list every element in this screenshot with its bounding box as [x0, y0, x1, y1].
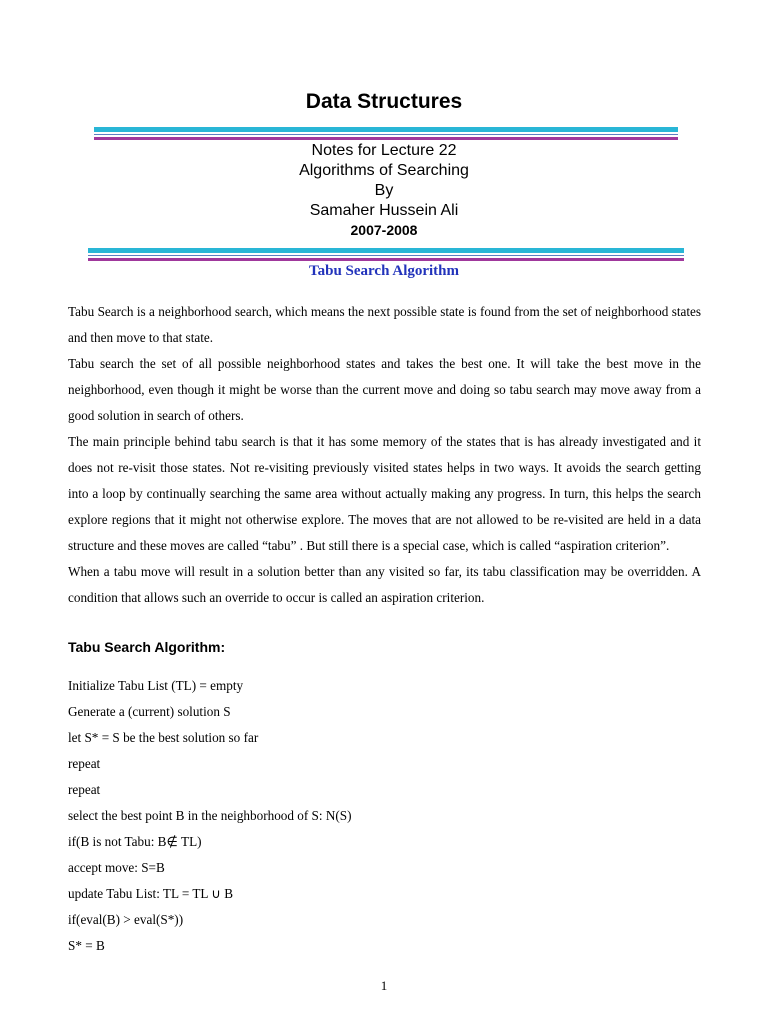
topic-line: Algorithms of Searching — [299, 162, 469, 179]
divider-cyan-line — [88, 248, 684, 253]
author-line: Samaher Hussein Ali — [309, 202, 459, 219]
pseudocode-line: if(B is not Tabu: B∉ TL) — [68, 834, 202, 849]
pseudocode-line: repeat — [68, 756, 101, 771]
divider-thin-line — [94, 134, 678, 135]
divider-magenta-line — [94, 137, 678, 140]
paragraph: When a tabu move will result in a solution better than any visited so far, its tabu classification may be overridden. A condition that allows such an override to occur is called an aspiration criterion. — [68, 564, 701, 605]
pseudocode-line: Initialize Tabu List (TL) = empty — [68, 678, 244, 693]
document-title: Data Structures — [305, 90, 463, 113]
pseudocode-line: Generate a (current) solution S — [68, 704, 231, 719]
by-line: By — [374, 182, 394, 199]
years-line: 2007-2008 — [350, 222, 418, 238]
body-text — [68, 299, 701, 611]
top-divider — [94, 127, 678, 140]
divider-magenta-line — [88, 258, 684, 261]
paragraph: Tabu search the set of all possible neighborhood states and takes the best one. It will take the best move in the neighborhood, even though it might be worse than the current move and doing so tabu search may move away from a good solution in search of others. — [68, 356, 701, 423]
section-title: Tabu Search Algorithm — [308, 263, 460, 279]
pseudocode-line: select the best point B in the neighborhood of S: N(S) — [68, 808, 352, 823]
divider-thin-line — [88, 255, 684, 256]
algorithm-pseudocode — [68, 673, 708, 959]
pseudocode-line: S* = B — [68, 938, 105, 953]
pseudocode-line: repeat — [68, 782, 101, 797]
algorithm-heading: Tabu Search Algorithm: — [68, 639, 226, 655]
bottom-divider — [88, 248, 684, 261]
paragraph: Tabu Search is a neighborhood search, which means the next possible state is found from the set of neighborhood states and then move to that state. — [68, 304, 701, 345]
pseudocode-line: let S* = S be the best solution so far — [68, 730, 259, 745]
lecture-line: Notes for Lecture 22 — [311, 142, 457, 159]
pseudocode-line: update Tabu List: TL = TL ∪ B — [68, 886, 233, 901]
paragraph: The main principle behind tabu search is that it has some memory of the states that is has already investigated and it does not re-visit those states. Not re-visiting previously visited states helps in two ways. It avoids the search getting into a loop by continually searching the same area without actually making any progress. In turn, this helps the search explore regions that it might not otherwise explore. The moves that are not allowed to be re-visited are held in a data structure and these moves are called “tabu” . But still there is a special case, which is called “aspiration criterion”. — [68, 434, 701, 553]
page-number: 1 — [380, 978, 388, 993]
divider-cyan-line — [94, 127, 678, 132]
lecture-header — [0, 141, 768, 239]
pseudocode-line: accept move: S=B — [68, 860, 165, 875]
pseudocode-line: if(eval(B) > eval(S*)) — [68, 912, 184, 927]
